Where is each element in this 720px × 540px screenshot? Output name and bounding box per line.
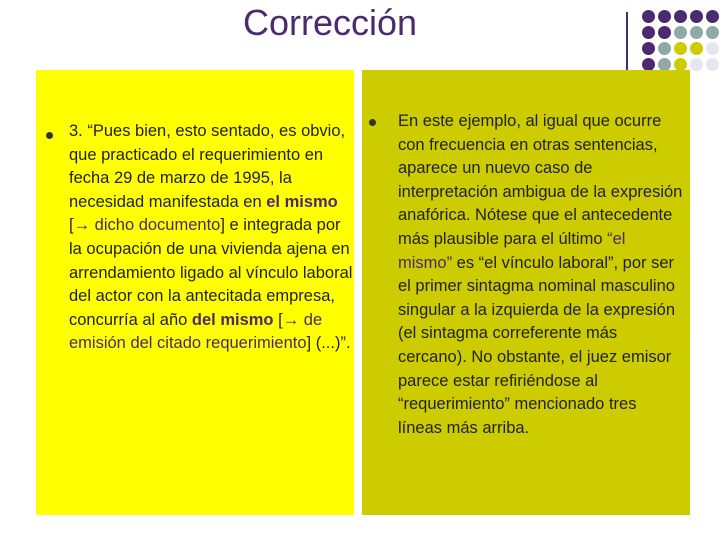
decorative-dot: [690, 58, 703, 71]
left-text-segment: [: [69, 216, 74, 235]
decorative-dot: [658, 10, 671, 23]
decorative-dot: [706, 26, 719, 39]
right-text-segment: En este ejemplo, al igual que ocurre con frecuencia en otras sentencias, aparece un nuevo caso de interpretación ambigua de la expresión anafórica. Nótese que el antecedente más plausible para el último: [398, 112, 683, 248]
slide-title: Corrección: [242, 2, 418, 43]
left-text-segment: ] (...)”.: [306, 334, 351, 353]
right-content-box: [362, 70, 690, 515]
left-text-segment: [: [273, 310, 283, 329]
decorative-dot: [690, 26, 703, 39]
right-text-segment: es “el vínculo laboral”, por ser el primer sintagma nominal masculino singular a la izquierda de la expresión (el sintagma correferente más cercano). No obstante, el juez emisor parece estar refiriéndose al “requerimiento” mencionado tres líneas más arriba.: [398, 253, 676, 437]
decorative-vertical-line: [626, 12, 628, 76]
anaphor-highlight: el mismo: [266, 192, 338, 211]
antecedent-reference: → dicho documento: [73, 216, 221, 235]
decorative-dot: [642, 26, 655, 39]
left-paragraph: [69, 120, 353, 356]
decorative-dot: [674, 42, 687, 55]
anaphor-reference: “el mismo”: [398, 229, 626, 272]
decorative-dot: [674, 10, 687, 23]
left-content-box: [36, 70, 354, 515]
bullet-icon: [46, 132, 53, 139]
decorative-dot: [690, 42, 703, 55]
decorative-dot: [706, 10, 719, 23]
decorative-dot: [706, 42, 719, 55]
decorative-dot: [658, 26, 671, 39]
antecedent-reference: → de emisión del citado requerimiento: [69, 310, 323, 353]
decorative-dot: [658, 42, 671, 55]
right-paragraph: [398, 110, 684, 440]
decorative-dot: [642, 10, 655, 23]
left-text-segment: 3. “Pues bien, esto sentado, es obvio, que practicado el requerimiento en fecha 29 de marzo de 1995, la necesidad manifestada en: [69, 122, 346, 211]
bullet-icon: [369, 119, 376, 126]
left-text-segment: ] e integrada por la ocupación de una vivienda ajena en arrendamiento ligado al vínculo laboral del actor con la antecitada empresa, concurría al año: [69, 216, 353, 329]
decorative-dot: [706, 58, 719, 71]
decorative-dot: [674, 26, 687, 39]
anaphor-highlight: del mismo: [191, 310, 274, 329]
decorative-dot: [690, 10, 703, 23]
decorative-dot: [642, 42, 655, 55]
